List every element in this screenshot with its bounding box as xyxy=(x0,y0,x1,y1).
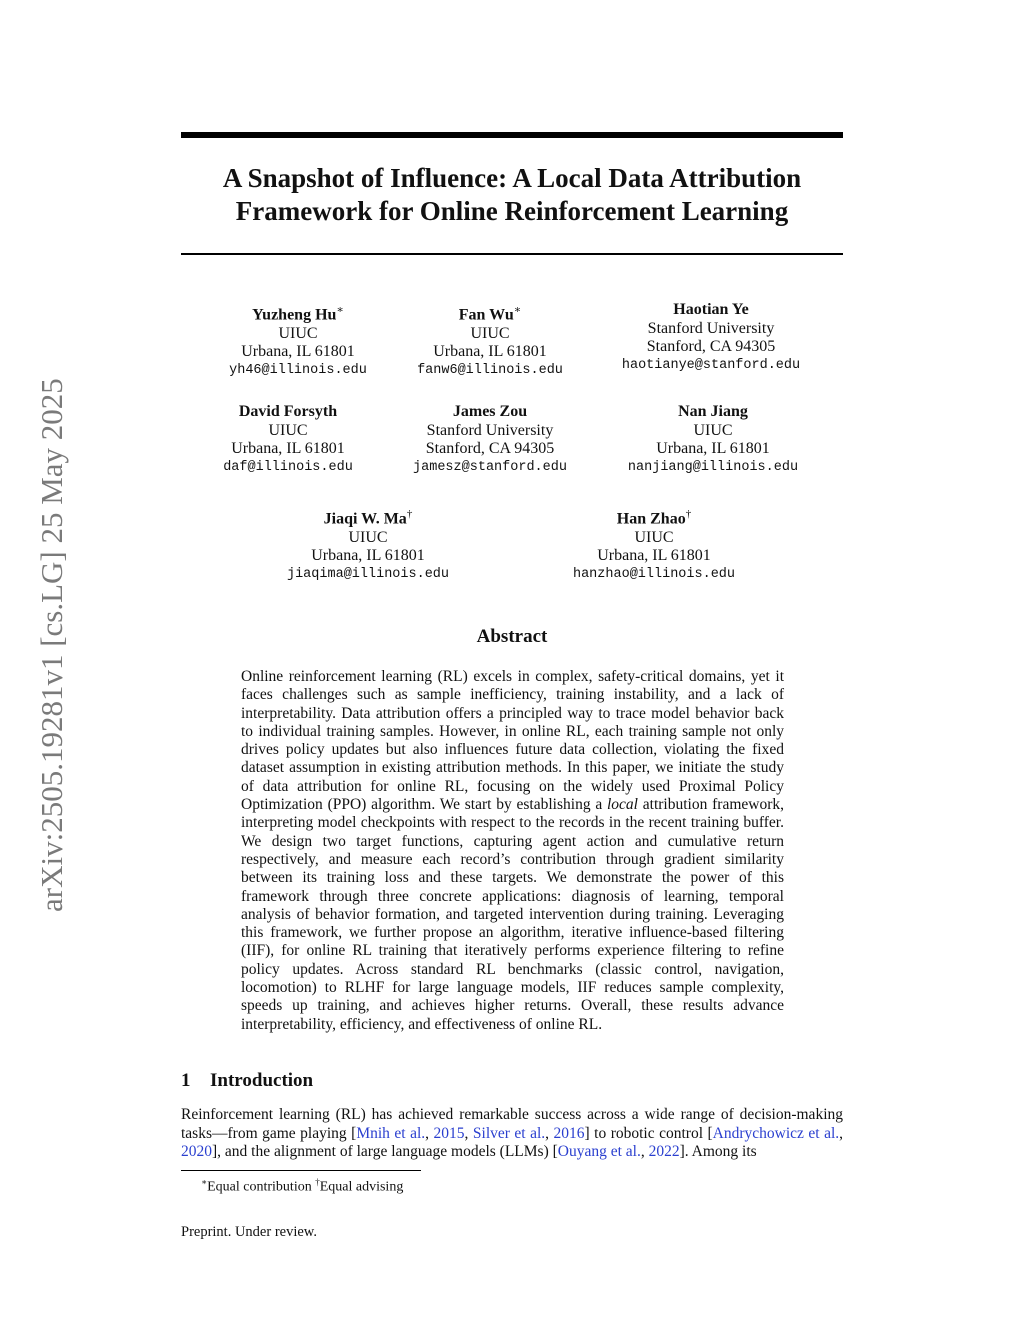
intro-text: ], and the alignment of large language models (LLMs) [ xyxy=(212,1143,558,1160)
citation-sep: , xyxy=(839,1124,844,1142)
author-name: James Zou xyxy=(452,403,528,420)
author-address: Urbana, IL 61801 xyxy=(597,547,711,565)
citation-link[interactable]: Silver et al. xyxy=(472,1124,546,1142)
arxiv-stamp: arXiv:2505.19281v1 [cs.LG] 25 May 2025 xyxy=(34,378,69,912)
author-affiliation: UIUC xyxy=(268,421,308,439)
section-heading xyxy=(181,1070,313,1092)
intro-text: ]. Among its xyxy=(679,1143,757,1160)
intro-text: ] to robotic control [ xyxy=(584,1124,713,1142)
citation-sep: , xyxy=(464,1124,473,1142)
section-number: 1 xyxy=(181,1070,191,1091)
title-rule-bottom xyxy=(181,253,843,255)
author-address: Stanford, CA 94305 xyxy=(425,440,555,457)
citation-link[interactable]: Mnih et al. xyxy=(356,1124,426,1142)
author-email[interactable]: fanw6@illinois.edu xyxy=(417,362,563,378)
author-affiliation: UIUC xyxy=(470,324,510,342)
author-email[interactable]: hanzhao@illinois.edu xyxy=(572,566,736,582)
abstract-body xyxy=(241,668,784,1034)
author-email[interactable]: jamesz@stanford.edu xyxy=(413,459,567,475)
footnote-mark: † xyxy=(315,1177,320,1187)
author-name: Fan Wu xyxy=(458,306,514,324)
author-mark: ∗ xyxy=(513,304,522,316)
author-name: Nan Jiang xyxy=(678,403,748,420)
abstract-text: attribution framework, interpreting model checkpoints with respect to the records in the recent training buffer. We design two target functions, capturing agent action and cumulative return respectively, and measure each record’s contribution through gradient similarity between its training loss and these targets. We demonstrate the power of this framework through three concrete applications: diagnosis of learning, temporal analysis of behavior formation, and targeted intervention during training. Leveraging this framework, we further propose an algorithm, iterative influence-based filtering (IIF), for online RL training that iteratively performs experience filtering to refine policy updates. Across standard RL benchmarks (classic control, navigation, locomotion) to RLHF for large language models, IIF reduces sample complexity, speeds up training, and achieves higher returns. Overall, these results advance interpretability, efficiency, and effectiveness of online RL. xyxy=(241,796,784,1033)
author-block xyxy=(370,301,610,380)
citation-link[interactable]: 2015 xyxy=(433,1124,465,1142)
author-affiliation: UIUC xyxy=(693,421,733,439)
author-block xyxy=(591,301,831,375)
author-block xyxy=(248,505,488,584)
author-address: Stanford, CA 94305 xyxy=(646,338,776,355)
citation-link[interactable]: Andrychowicz et al. xyxy=(712,1124,840,1142)
author-address: Urbana, IL 61801 xyxy=(433,343,547,361)
paper-title: A Snapshot of Influence: A Local Data Attribution Framework for Online Reinforcement Learning xyxy=(222,163,802,226)
author-email[interactable]: daf@illinois.edu xyxy=(223,459,353,475)
title-rule-top xyxy=(181,132,843,138)
author-name: Han Zhao xyxy=(616,510,686,528)
author-email[interactable]: haotianye@stanford.edu xyxy=(621,357,801,373)
author-affiliation: UIUC xyxy=(348,528,388,546)
author-name: Haotian Ye xyxy=(673,301,749,318)
author-block xyxy=(534,505,774,584)
author-address: Urbana, IL 61801 xyxy=(656,440,770,457)
abstract-heading: Abstract xyxy=(476,626,548,647)
author-name: Yuzheng Hu xyxy=(252,306,337,324)
intro-paragraph xyxy=(181,1106,843,1162)
author-block xyxy=(370,403,610,477)
citation-sep: , xyxy=(545,1124,554,1142)
author-affiliation: Stanford University xyxy=(426,421,554,439)
citation-sep: , xyxy=(640,1143,649,1160)
footnote-text: Equal advising xyxy=(319,1179,404,1195)
author-block xyxy=(593,403,833,477)
author-address: Urbana, IL 61801 xyxy=(311,547,425,565)
section-title: Introduction xyxy=(210,1070,314,1091)
footnote-text: Equal contribution xyxy=(207,1179,316,1195)
citation-link[interactable]: Ouyang et al. xyxy=(557,1143,641,1160)
intro-text: Reinforcement learning (RL) has achieved remarkable success across a wide range of decision-making tasks—from game playing [ xyxy=(181,1106,843,1142)
author-mark: † xyxy=(685,508,692,520)
abstract-text: Online reinforcement learning (RL) excels in complex, safety-critical domains, yet it faces challenges such as sample inefficiency, training instability, and a lack of interpretability. Data attribution offers a principled way to trace model behavior back to individual training samples. However, in online RL, each training sample not only drives policy updates but also influences future data collection, violating the fixed dataset assumption in existing attribution methods. In this paper, we initiate the study of data attribution for online RL, focusing on the widely used Proximal Policy Optimization (PPO) algorithm. We start by establishing a xyxy=(241,668,784,814)
author-address: Urbana, IL 61801 xyxy=(241,343,355,361)
author-email[interactable]: jiaqima@illinois.edu xyxy=(286,566,450,582)
author-affiliation: Stanford University xyxy=(647,319,775,337)
author-name: David Forsyth xyxy=(238,403,338,420)
author-mark: † xyxy=(406,508,413,520)
author-affiliation: UIUC xyxy=(278,324,318,342)
citation-link[interactable]: 2016 xyxy=(553,1124,585,1142)
preprint-footer: Preprint. Under review. xyxy=(181,1224,317,1240)
footnote-mark: ∗ xyxy=(201,1177,208,1187)
citation-sep: , xyxy=(425,1124,434,1142)
author-email[interactable]: yh46@illinois.edu xyxy=(229,362,367,378)
author-email[interactable]: nanjiang@illinois.edu xyxy=(627,459,799,475)
abstract-emphasis: local xyxy=(607,796,638,814)
citation-link[interactable]: 2020 xyxy=(181,1143,212,1160)
citation-link[interactable]: 2022 xyxy=(648,1143,680,1160)
author-mark: ∗ xyxy=(336,304,344,316)
author-address: Urbana, IL 61801 xyxy=(231,440,345,457)
footnote xyxy=(201,1177,403,1196)
author-affiliation: UIUC xyxy=(634,528,674,546)
footnote-rule xyxy=(181,1170,421,1171)
author-name: Jiaqi W. Ma xyxy=(323,510,407,528)
